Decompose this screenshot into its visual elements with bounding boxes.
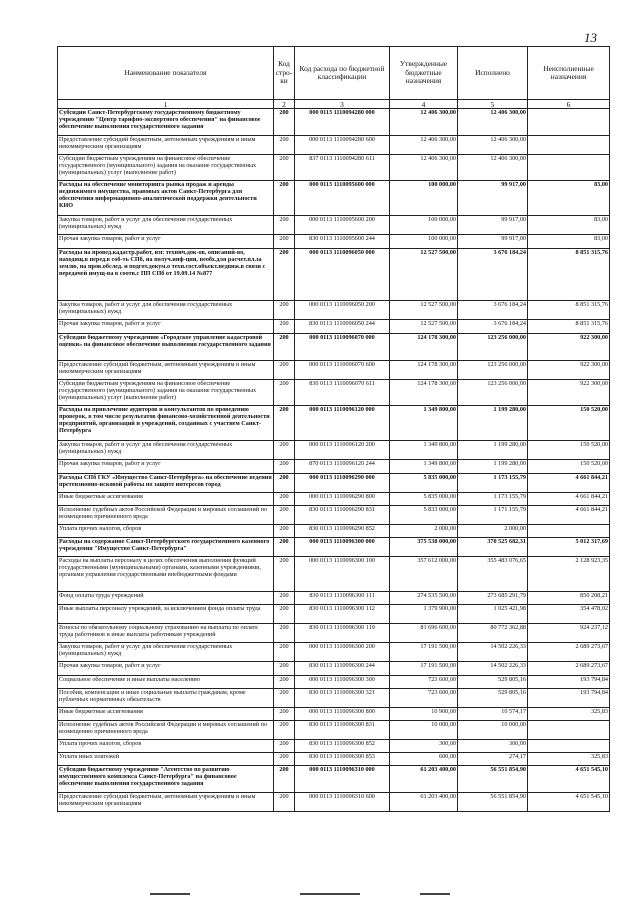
row-unexecuted-amount: 83,00 [528,216,610,235]
row-line-code: 200 [274,493,295,506]
row-approved-amount: 5 833 000,00 [390,506,458,525]
header-code: Код стро-ки [274,47,295,100]
row-executed-amount: 273 685 291,79 [458,592,528,605]
row-line-code: 200 [274,216,295,235]
row-approved-amount: 274 535 500,00 [390,592,458,605]
row-executed-amount: 12 406 300,00 [458,136,528,155]
row-unexecuted-amount: 8 851 315,76 [528,249,610,301]
row-executed-amount: 123 256 000,00 [458,380,528,406]
row-name: Расходы на провед.кадастр.работ, изг. технич.док-ов, описаний-во, находящ.в перед.в соб-ть СПб, на получ.инф-ции, необх.для расчет.пл.за землю, на пров.обслед. и подгот.докум.о техн.сост.объект.недвиж.в связи с передачей имущ-ва в соотв.с ПП СПб от 19.09.14 №877 [58,249,274,301]
row-name: Прочая закупка товаров, работ и услуг [58,460,274,474]
row-classification-code: 830 0113 1110096300 853 [295,753,390,766]
table-row [58,557,610,592]
row-executed-amount: 3 676 184,24 [458,249,528,301]
row-classification-code: 830 0113 1110096290 852 [295,525,390,538]
row-line-code: 200 [274,557,295,592]
row-unexecuted-amount: 2 689 273,67 [528,662,610,676]
row-unexecuted-amount: 4 661 844,21 [528,506,610,525]
row-classification-code: 830 0113 1110096300 852 [295,740,390,753]
row-classification-code: 830 0113 1110096300 112 [295,605,390,624]
column-number: 6 [528,100,610,109]
row-unexecuted-amount: 354 478,02 [528,605,610,624]
row-approved-amount: 12 406 300,00 [390,109,458,136]
row-line-code: 200 [274,525,295,538]
row-executed-amount: 1 171 155,79 [458,506,528,525]
row-classification-code: 000 0113 1110096120 000 [295,406,390,441]
row-line-code: 200 [274,793,295,812]
row-executed-amount: 56 551 854,90 [458,793,528,812]
row-name: Расходы на содержание Санкт-Петербургского государственного казенного учреждения "Имущество Санкт-Петербурга" [58,538,274,557]
row-unexecuted-amount: 922 300,00 [528,380,610,406]
row-executed-amount: 2 000,00 [458,525,528,538]
header-classification: Код расхода по бюджетной классификации [295,47,390,100]
row-line-code: 200 [274,592,295,605]
row-unexecuted-amount: 83,00 [528,235,610,249]
row-executed-amount: 1 199 280,00 [458,406,528,441]
row-name: Иные бюджетные ассигнования [58,708,274,721]
table-row [58,592,610,605]
table-row [58,334,610,361]
row-classification-code: 000 0113 1110096310 600 [295,793,390,812]
row-unexecuted-amount: 924 237,12 [528,624,610,643]
table-row [58,361,610,380]
row-executed-amount: 529 805,16 [458,689,528,708]
row-name: Расходы на привлечение аудиторов и консультантов по проведению проверок, в том числе результатов финансово-хозяйственной деятельности предприятий, организаций и учреждений, созданных с участием Санкт-Петербурга [58,406,274,441]
row-unexecuted-amount: 922 300,00 [528,361,610,380]
column-number: 2 [274,100,295,109]
row-classification-code: 830 0113 1110096050 244 [295,320,390,334]
row-line-code: 200 [274,708,295,721]
table-row [58,235,610,249]
row-classification-code: 870 0113 1110096120 244 [295,460,390,474]
row-unexecuted-amount: 5 012 317,69 [528,538,610,557]
row-executed-amount: 3 676 184,24 [458,301,528,320]
row-unexecuted-amount: 4 661 844,21 [528,474,610,493]
table-row [58,109,610,136]
row-approved-amount: 61 203 400,00 [390,766,458,793]
row-classification-code: 830 0113 1110095600 244 [295,235,390,249]
row-classification-code: 000 0113 1110096050 000 [295,249,390,301]
row-classification-code: 000 0113 1110096300 300 [295,676,390,689]
row-name: Уплата прочих налогов, сборов [58,525,274,538]
row-approved-amount: 1 349 800,00 [390,460,458,474]
row-name: Предоставление субсидий бюджетным, автономным учреждениям и иным некоммерческим организациям [58,136,274,155]
row-line-code: 200 [274,441,295,460]
row-executed-amount: 1 025 421,98 [458,605,528,624]
row-classification-code: 830 0113 1110096070 611 [295,380,390,406]
row-classification-code: 000 0113 1110096300 200 [295,643,390,662]
row-unexecuted-amount: 150 520,00 [528,441,610,460]
row-classification-code: 000 0113 1110096310 000 [295,766,390,793]
row-executed-amount: 99 917,00 [458,235,528,249]
row-approved-amount: 12 406 300,00 [390,136,458,155]
table-row [58,249,610,301]
row-unexecuted-amount: 325,83 [528,753,610,766]
row-line-code: 200 [274,643,295,662]
row-approved-amount: 17 191 500,00 [390,662,458,676]
header-row [58,47,610,100]
row-line-code: 200 [274,624,295,643]
row-approved-amount: 5 835 000,00 [390,493,458,506]
table-row [58,605,610,624]
row-approved-amount: 17 191 500,00 [390,643,458,662]
row-unexecuted-amount: 325,83 [528,708,610,721]
row-classification-code: 830 0113 1110096290 831 [295,506,390,525]
column-number: 1 [58,100,274,109]
row-approved-amount: 300,00 [390,740,458,753]
row-executed-amount: 99 917,00 [458,216,528,235]
row-executed-amount: 99 917,00 [458,181,528,216]
table-row [58,538,610,557]
row-classification-code: 837 0113 1110094280 611 [295,155,390,181]
row-approved-amount: 61 203 400,00 [390,793,458,812]
row-approved-amount: 357 612 000,00 [390,557,458,592]
row-unexecuted-amount: 150 520,00 [528,460,610,474]
row-approved-amount: 81 696 600,00 [390,624,458,643]
row-classification-code: 830 0113 1110096300 111 [295,592,390,605]
row-approved-amount: 100 000,00 [390,216,458,235]
row-name: Социальное обеспечение и иные выплаты населению [58,676,274,689]
row-executed-amount: 12 406 300,00 [458,109,528,136]
row-approved-amount: 12 527 500,00 [390,320,458,334]
row-line-code: 200 [274,249,295,301]
row-line-code: 200 [274,766,295,793]
row-name: Расходы на выплаты персоналу в целях обеспечения выполнения функций государственными (муниципальными) органами, казенными учреждениями, органами управления государственными внебюджетными фондами [58,557,274,592]
row-approved-amount: 1 349 800,00 [390,406,458,441]
row-line-code: 200 [274,334,295,361]
row-unexecuted-amount: 4 661 844,21 [528,493,610,506]
row-classification-code: 000 0113 1110095600 200 [295,216,390,235]
row-name: Взносы по обязательному социальному страхованию на выплаты по оплате труда работников и иные выплаты работникам учреждений [58,624,274,643]
row-executed-amount: 80 772 362,88 [458,624,528,643]
row-classification-code: 000 0113 1110096120 200 [295,441,390,460]
row-approved-amount: 124 178 300,00 [390,361,458,380]
row-line-code: 200 [274,181,295,216]
table-row [58,662,610,676]
table-row [58,721,610,740]
row-name: Прочая закупка товаров, работ и услуг [58,320,274,334]
table-row [58,753,610,766]
row-line-code: 200 [274,361,295,380]
row-executed-amount: 12 406 300,00 [458,155,528,181]
row-line-code: 200 [274,301,295,320]
row-name: Исполнение судебных актов Российской Федерации и мировых соглашений по возмещению причиненного вреда [58,506,274,525]
row-name: Уплата иных платежей [58,753,274,766]
table-row [58,320,610,334]
row-line-code: 200 [274,109,295,136]
row-line-code: 200 [274,721,295,740]
row-approved-amount: 12 406 300,00 [390,155,458,181]
column-number: 5 [458,100,528,109]
row-classification-code: 000 0113 1110096070 000 [295,334,390,361]
row-unexecuted-amount: 4 651 545,10 [528,766,610,793]
row-name: Уплата прочих налогов, сборов [58,740,274,753]
row-classification-code: 830 0113 1110096300 119 [295,624,390,643]
row-executed-amount: 529 805,16 [458,676,528,689]
row-unexecuted-amount: 922 300,00 [528,334,610,361]
budget-execution-table [57,46,610,812]
table-row [58,740,610,753]
table-row [58,301,610,320]
row-name: Субсидии Санкт-Петербургскому государственному бюджетному учреждению "Центр тарифно-экспертного обеспечения" на финансовое обеспечение выполнения государственного задания [58,109,274,136]
row-name: Закупка товаров, работ и услуг для обеспечения государственных (муниципальных) нужд [58,441,274,460]
table-row [58,766,610,793]
row-name: Предоставление субсидий бюджетным, автономным учреждениям и иным некоммерческим организациям [58,361,274,380]
table-row [58,474,610,493]
row-name: Предоставление субсидий бюджетным, автономным учреждениям и иным некоммерческим организациям [58,793,274,812]
row-unexecuted-amount [528,109,610,136]
row-name: Расходы на обеспечение мониторинга рынка продаж и аренды недвижимого имущества, правовых актов Санкт-Петербурга для обеспечения информационно-аналитической поддержки деятельности КИО [58,181,274,216]
row-executed-amount: 274,17 [458,753,528,766]
row-name: Расходы СПб ГКУ «Имущество Санкт-Петербурга» на обеспечение ведения претензионно-исковой работы по защите интересов город [58,474,274,493]
table-body [58,109,610,812]
column-number-row [58,100,610,109]
row-classification-code: 000 0113 1110096300 800 [295,708,390,721]
row-approved-amount: 375 538 000,00 [390,538,458,557]
table-row [58,624,610,643]
row-name: Пособия, компенсации и иные социальные выплаты гражданам, кроме публичных нормативных обязательств [58,689,274,708]
row-unexecuted-amount: 2 689 273,67 [528,643,610,662]
row-line-code: 200 [274,689,295,708]
row-line-code: 200 [274,740,295,753]
row-line-code: 200 [274,380,295,406]
table-row [58,708,610,721]
row-classification-code: 830 0113 1110096300 831 [295,721,390,740]
row-line-code: 200 [274,155,295,181]
row-line-code: 200 [274,676,295,689]
table-row [58,676,610,689]
table-row [58,493,610,506]
row-executed-amount: 1 199 280,00 [458,460,528,474]
row-classification-code: 000 0113 1110096300 000 [295,538,390,557]
table-row [58,380,610,406]
table-row [58,793,610,812]
row-unexecuted-amount: 4 651 545,10 [528,793,610,812]
row-approved-amount: 5 835 000,00 [390,474,458,493]
row-unexecuted-amount: 193 794,84 [528,676,610,689]
row-executed-amount: 14 502 226,33 [458,643,528,662]
table-row [58,643,610,662]
row-executed-amount: 123 256 000,00 [458,334,528,361]
row-name: Фонд оплаты труда учреждений [58,592,274,605]
page-number: 13 [584,30,597,45]
row-executed-amount: 1 199 280,00 [458,441,528,460]
row-classification-code: 000 0113 1110094280 600 [295,136,390,155]
row-name: Иные выплаты персоналу учреждений, за исключением фонда оплаты труда [58,605,274,624]
scan-edge-marks [0,893,640,899]
row-unexecuted-amount [528,525,610,538]
row-line-code: 200 [274,474,295,493]
row-unexecuted-amount [528,136,610,155]
table-row [58,181,610,216]
table-row [58,460,610,474]
row-approved-amount: 723 600,00 [390,689,458,708]
row-approved-amount: 100 000,00 [390,181,458,216]
row-name: Прочая закупка товаров, работ и услуг [58,662,274,676]
row-approved-amount: 600,00 [390,753,458,766]
row-classification-code: 000 0113 1110096290 800 [295,493,390,506]
row-classification-code: 000 0113 1110096070 600 [295,361,390,380]
header-name: Наименование показателя [58,47,274,100]
row-line-code: 200 [274,605,295,624]
row-name: Закупка товаров, работ и услуг для обеспечения государственных (муниципальных) нужд [58,643,274,662]
row-name: Исполнение судебных актов Российской Федерации и мировых соглашений по возмещению причиненного вреда [58,721,274,740]
row-name: Иные бюджетные ассигнования [58,493,274,506]
table-row [58,525,610,538]
row-executed-amount: 1 173 155,79 [458,474,528,493]
row-approved-amount: 10 000,00 [390,721,458,740]
row-classification-code: 000 0113 1110094280 000 [295,109,390,136]
row-executed-amount: 10 000,00 [458,721,528,740]
row-classification-code: 830 0113 1110096300 321 [295,689,390,708]
row-classification-code: 000 0113 1110096290 000 [295,474,390,493]
table-row [58,216,610,235]
row-approved-amount: 12 527 500,00 [390,249,458,301]
column-number: 3 [295,100,390,109]
row-approved-amount: 12 527 500,00 [390,301,458,320]
table-row [58,136,610,155]
header-unexecuted: Неисполненные назначения [528,47,610,100]
row-unexecuted-amount: 8 851 315,76 [528,320,610,334]
row-approved-amount: 100 000,00 [390,235,458,249]
row-line-code: 200 [274,538,295,557]
row-unexecuted-amount: 83,00 [528,181,610,216]
row-approved-amount: 10 900,00 [390,708,458,721]
row-classification-code: 000 0113 1110096300 100 [295,557,390,592]
row-executed-amount: 355 483 076,65 [458,557,528,592]
table-row [58,406,610,441]
row-unexecuted-amount [528,721,610,740]
row-classification-code: 000 0113 1110095600 000 [295,181,390,216]
row-name: Субсидии бюджетному учреждению «Городское управление кадастровой оценки» на финансовое обеспечение выполнения государственного задания [58,334,274,361]
row-name: Субсидии бюджетным учреждениям на финансовое обеспечение государственного (муниципального) задания на оказание государственных (муниципальных) услуг (выполнение работ) [58,380,274,406]
table-row [58,506,610,525]
row-approved-amount: 1 379 900,00 [390,605,458,624]
row-executed-amount: 370 525 682,31 [458,538,528,557]
row-approved-amount: 2 000,00 [390,525,458,538]
row-name: Закупка товаров, работ и услуг для обеспечения государственных (муниципальных) нужд [58,216,274,235]
row-line-code: 200 [274,136,295,155]
row-executed-amount: 10 574,17 [458,708,528,721]
row-name: Субсидии бюджетным учреждениям на финансовое обеспечение государственного (муниципального) задания на оказание государственных (муниципальных) услуг (выполнение работ) [58,155,274,181]
row-executed-amount: 1 173 155,79 [458,493,528,506]
row-unexecuted-amount: 2 128 923,35 [528,557,610,592]
row-unexecuted-amount [528,155,610,181]
row-unexecuted-amount [528,740,610,753]
row-unexecuted-amount: 8 851 315,76 [528,301,610,320]
column-number: 4 [390,100,458,109]
row-approved-amount: 723 600,00 [390,676,458,689]
row-line-code: 200 [274,662,295,676]
row-line-code: 200 [274,406,295,441]
row-classification-code: 000 0113 1110096050 200 [295,301,390,320]
row-name: Закупка товаров, работ и услуг для обеспечения государственных (муниципальных) нужд [58,301,274,320]
row-executed-amount: 14 502 226,33 [458,662,528,676]
row-line-code: 200 [274,506,295,525]
row-executed-amount: 56 551 854,90 [458,766,528,793]
row-name: Субсидии бюджетному учреждению "Агентство по развитию имущественного комплекса Санкт-Петербурга" на финансовое обеспечение выполнения государственного задания [58,766,274,793]
row-unexecuted-amount: 193 794,84 [528,689,610,708]
header-approved: Утвержденные бюджетные назначения [390,47,458,100]
row-approved-amount: 1 349 800,00 [390,441,458,460]
row-line-code: 200 [274,753,295,766]
row-executed-amount: 123 256 000,00 [458,361,528,380]
row-executed-amount: 300,00 [458,740,528,753]
row-line-code: 200 [274,235,295,249]
row-unexecuted-amount: 150 520,00 [528,406,610,441]
table-row [58,689,610,708]
row-approved-amount: 124 178 300,00 [390,380,458,406]
row-approved-amount: 124 178 300,00 [390,334,458,361]
row-classification-code: 830 0113 1110096300 244 [295,662,390,676]
row-executed-amount: 3 676 184,24 [458,320,528,334]
table-row [58,441,610,460]
header-executed: Исполнено [458,47,528,100]
table-row [58,155,610,181]
row-line-code: 200 [274,320,295,334]
row-line-code: 200 [274,460,295,474]
row-unexecuted-amount: 850 208,21 [528,592,610,605]
row-name: Прочая закупка товаров, работ и услуг [58,235,274,249]
